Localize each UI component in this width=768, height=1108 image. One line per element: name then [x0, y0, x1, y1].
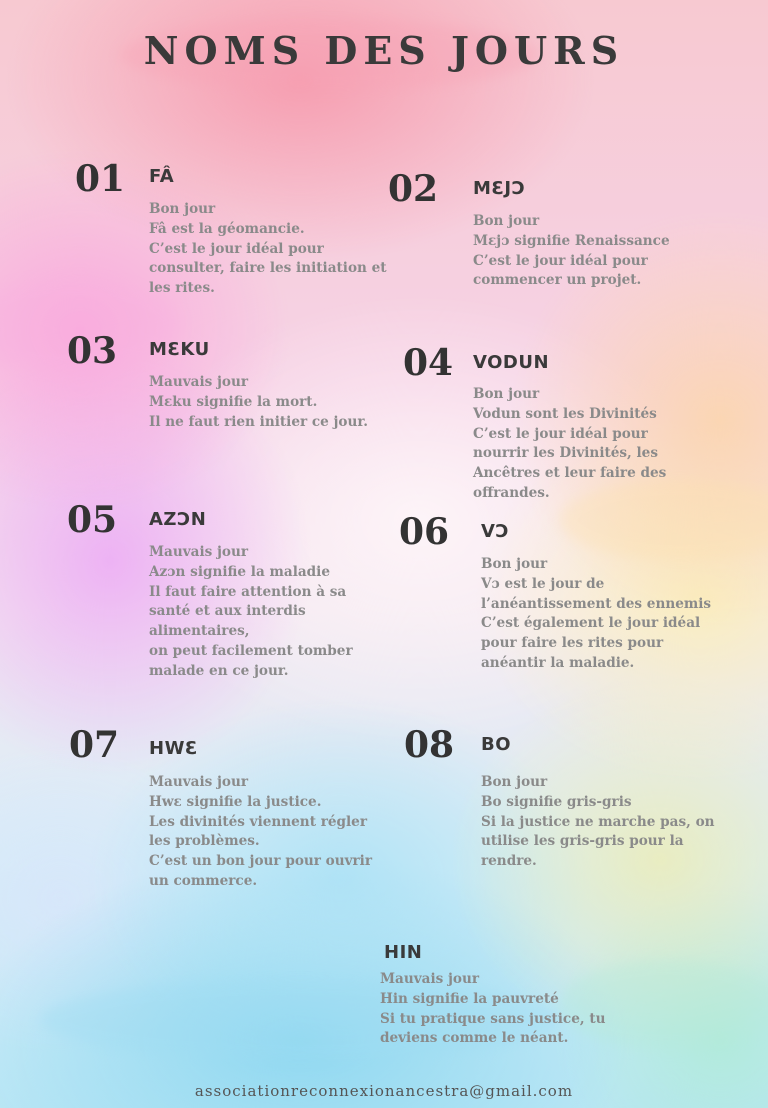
day-description [149, 200, 387, 299]
description-line: anéantir la maladie. [481, 654, 635, 671]
day-number: 02 [388, 168, 439, 210]
day-description [473, 385, 666, 504]
day-number: 08 [404, 724, 455, 766]
description-line: santé et aux interdis [149, 603, 306, 620]
description-line: utilise les gris-gris pour la [481, 833, 684, 850]
day-name: FÂ [149, 166, 175, 187]
day-number: 01 [75, 158, 126, 200]
day-description [149, 543, 353, 682]
description-line: consulter, faire les initiation et [149, 260, 387, 277]
day-name: VODUN [473, 352, 550, 373]
description-line: offrandes. [473, 484, 550, 501]
description-line: Mauvais jour [149, 374, 249, 390]
description-line: un commerce. [149, 872, 258, 889]
description-line: C’est également le jour idéal [481, 615, 701, 632]
description-line: pour faire les rites pour [481, 635, 664, 652]
page-title: NOMS DES JOURS [143, 28, 625, 73]
day-number: 06 [399, 511, 450, 553]
description-line: Bon jour [481, 556, 548, 572]
description-line: Mɛku signifie la mort. [149, 393, 318, 410]
day-name: MƐKU [149, 339, 210, 360]
day-name: HIN [384, 942, 423, 963]
day-description [481, 773, 715, 872]
day-name: VƆ [481, 521, 510, 542]
day-number: 07 [69, 724, 120, 766]
day-number: 05 [67, 499, 118, 541]
description-line: Les divinités viennent régler [149, 813, 367, 830]
description-line: Bon jour [473, 386, 540, 402]
day-name: AZƆN [149, 509, 207, 530]
day-number: 04 [403, 342, 454, 384]
description-line: nourrir les Divinités, les [473, 445, 658, 462]
description-line: rendre. [481, 853, 537, 870]
description-line: C’est le jour idéal pour [473, 252, 648, 269]
description-line: C’est le jour idéal pour [149, 240, 324, 257]
description-line: l’anéantissement des ennemis [481, 595, 712, 612]
day-description [380, 970, 605, 1049]
description-line: Bon jour [481, 774, 548, 790]
description-line: Hin signifie la pauvreté [380, 990, 559, 1007]
description-line: les problèmes. [149, 833, 260, 850]
description-line: alimentaires, [149, 623, 250, 640]
description-line: Bo signifie gris-gris [481, 793, 632, 810]
description-line: Il ne faut rien initier ce jour. [149, 413, 369, 430]
day-name: MƐJƆ [473, 178, 526, 199]
description-line: commencer un projet. [473, 272, 642, 289]
description-line: C’est le jour idéal pour [473, 425, 648, 442]
description-line: deviens comme le néant. [380, 1030, 569, 1047]
description-line: les rites. [149, 280, 215, 297]
day-description [149, 773, 372, 892]
day-name: HWƐ [149, 738, 198, 759]
day-number: 03 [67, 330, 118, 372]
description-line: Si la justice ne marche pas, on [481, 813, 715, 830]
description-line: Ancêtres et leur faire des [473, 465, 667, 482]
description-line: on peut facilement tomber [149, 642, 353, 659]
description-line: Mɛjɔ signifie Renaissance [473, 232, 670, 249]
description-line: Vɔ est le jour de [481, 575, 605, 592]
description-line: Hwɛ signifie la justice. [149, 793, 322, 810]
description-line: Bon jour [473, 213, 540, 229]
day-description [149, 373, 368, 432]
day-name: BO [481, 734, 512, 755]
description-line: Bon jour [149, 201, 216, 217]
description-line: malade en ce jour. [149, 662, 289, 679]
day-description [481, 555, 711, 674]
description-line: Vodun sont les Divinités [473, 405, 657, 422]
description-line: Si tu pratique sans justice, tu [380, 1010, 606, 1027]
description-line: Mauvais jour [149, 774, 249, 790]
description-line: Mauvais jour [149, 544, 249, 560]
day-description [473, 212, 670, 291]
description-line: Mauvais jour [380, 971, 480, 987]
contact-email: associationreconnexionancestra@gmail.com [194, 1082, 574, 1100]
description-line: Fâ est la géomancie. [149, 220, 305, 237]
description-line: Il faut faire attention à sa [149, 583, 347, 600]
description-line: Azɔn signifie la maladie [149, 563, 330, 580]
description-line: C’est un bon jour pour ouvrir [149, 853, 373, 870]
